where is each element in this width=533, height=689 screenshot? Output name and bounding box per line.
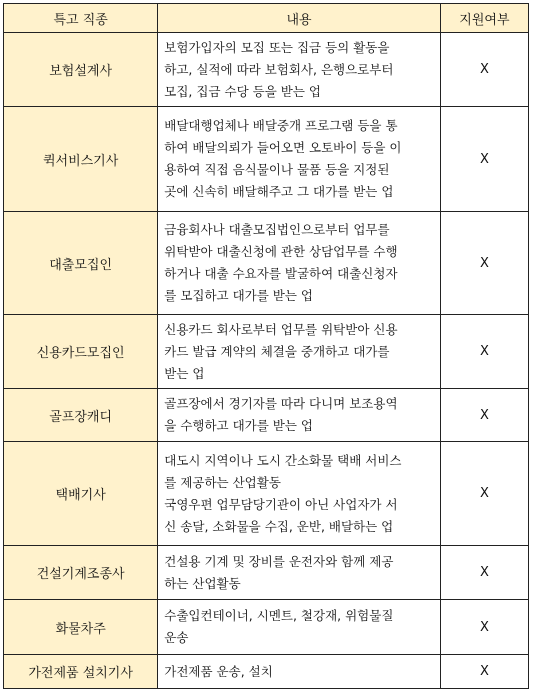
description-line: 용하여 직접 음식물이나 물품 등을 지정된 [164, 162, 390, 177]
description-line: 배달대행업체나 배달중개 프로그램 등을 통 [164, 118, 398, 133]
table-row [4, 546, 529, 600]
job-support-table [3, 3, 529, 689]
header-row [4, 4, 529, 33]
support-status: X [440, 389, 528, 442]
job-description [158, 33, 441, 107]
description-line: 국영우편 업무담당기관이 아닌 사업자가 서 [164, 496, 398, 512]
job-description [158, 212, 441, 315]
job-description [158, 546, 441, 600]
table-row [4, 107, 529, 212]
support-status: X [440, 600, 528, 655]
support-status: X [440, 442, 528, 546]
support-status: X [440, 212, 528, 315]
job-description [158, 655, 441, 689]
table-row [4, 389, 529, 442]
table-row [4, 600, 529, 655]
job-description [158, 107, 441, 212]
description-line: 카드 발급 계약의 체결을 중개하고 대가를 [164, 343, 390, 359]
job-description [158, 600, 441, 655]
job-name: 대출모집인 [4, 212, 158, 315]
description-line: 골프장에서 경기자를 따라 다니며 보조용역 [164, 396, 398, 411]
description-line: 신용카드 회사로부터 업무를 위탁받아 신용 [164, 321, 398, 337]
description-line: 하고, 실적에 따라 보험회사, 은행으로부터 [164, 61, 394, 77]
table-row [4, 442, 529, 546]
job-name: 건설기계조종사 [4, 546, 158, 600]
job-name: 퀵서비스기사 [4, 107, 158, 212]
job-name: 보험설계사 [4, 33, 158, 107]
description-line: 를 모집하고 대가를 받는 업 [164, 288, 314, 303]
table-row [4, 212, 529, 315]
support-status: X [440, 107, 528, 212]
description-line: 을 수행하고 대가를 받는 업 [164, 418, 314, 433]
job-name: 가전제품 설치기사 [4, 655, 158, 689]
job-name: 신용카드모집인 [4, 315, 158, 389]
header-content: 내용 [158, 4, 441, 33]
support-status: X [440, 546, 528, 600]
description-line: 하여 배달의뢰가 들어오면 오토바이 등을 이 [164, 140, 402, 155]
table-row [4, 315, 529, 389]
header-support: 지원여부 [440, 4, 528, 33]
support-status: X [440, 655, 528, 689]
description-line: 하는 산업활동 [164, 575, 241, 591]
table-row [4, 655, 529, 689]
job-description [158, 315, 441, 389]
job-name: 화물차주 [4, 600, 158, 655]
job-description [158, 442, 441, 546]
description-line: 가전제품 운송, 설치 [164, 663, 273, 679]
description-line: 금융회사나 대출모집법인으로부터 업무를 [164, 222, 390, 237]
description-line: 곳에 신속히 배달해주고 그 대가를 받는 업 [164, 184, 394, 199]
job-description [158, 389, 441, 442]
job-name: 택배기사 [4, 442, 158, 546]
description-line: 받는 업 [164, 365, 205, 381]
header-job: 특고 직종 [4, 4, 158, 33]
description-line: 신 송달, 소화물을 수집, 운반, 배달하는 업 [164, 518, 394, 534]
description-line: 대도시 지역이나 도시 간소화물 택배 서비스 [164, 452, 402, 468]
job-name: 골프장캐디 [4, 389, 158, 442]
description-line: 를 제공하는 산업활동 [164, 474, 281, 490]
description-line: 운송 [164, 630, 189, 645]
table-row [4, 33, 529, 107]
description-line: 하거나 대출 수요자를 발굴하여 대출신청자 [164, 266, 398, 281]
description-line: 수출입컨테이너, 시멘트, 철강재, 위험물질 [164, 608, 394, 623]
description-line: 위탁받아 대출신청에 관한 상담업무를 수행 [164, 244, 398, 259]
description-line: 보험가입자의 모집 또는 집금 등의 활동을 [164, 39, 390, 55]
support-status: X [440, 33, 528, 107]
description-line: 모집, 집금 수당 등을 받는 업 [164, 83, 321, 99]
description-line: 건설용 기계 및 장비를 운전자와 함께 제공 [164, 553, 394, 569]
support-status: X [440, 315, 528, 389]
